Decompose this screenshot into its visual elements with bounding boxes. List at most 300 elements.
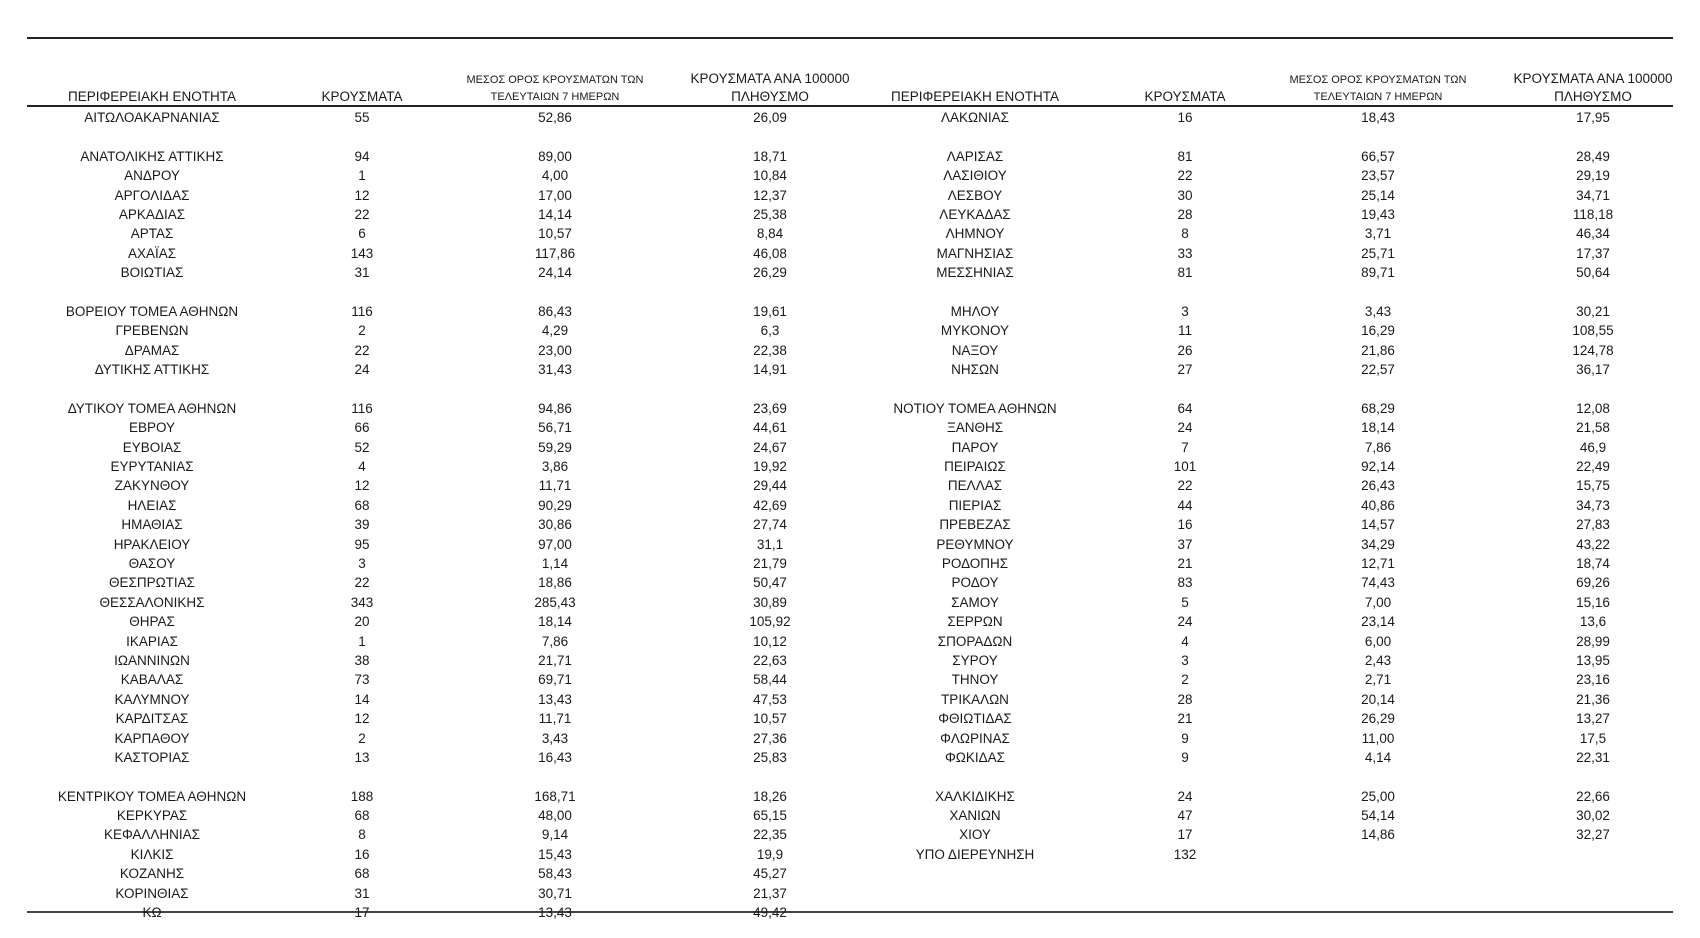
avg7-cell: 4,00	[541, 168, 569, 184]
table-row	[850, 632, 1673, 651]
per100k-cell: 28,49	[1576, 148, 1610, 164]
table-row	[27, 321, 850, 340]
avg7-cell: 92,14	[1361, 459, 1395, 475]
per100k-cell: 18,74	[1576, 555, 1610, 571]
avg7-cell: 25,71	[1361, 245, 1395, 261]
table-row	[850, 263, 1673, 282]
region-name-cell: ΣΥΡΟΥ	[952, 652, 998, 668]
region-name-cell: ΘΕΣΣΑΛΟΝΙΚΗΣ	[99, 594, 205, 610]
avg7-cell: 17,00	[538, 187, 572, 203]
avg7-cell: 7,86	[541, 633, 569, 649]
table-row	[27, 244, 850, 263]
cases-cell: 7	[1181, 439, 1189, 455]
cases-cell: 39	[354, 517, 370, 533]
cases-cell: 343	[350, 594, 374, 610]
region-name-cell: ΝΗΣΩΝ	[951, 362, 999, 378]
avg7-cell: 11,71	[538, 478, 572, 494]
avg7-cell: 3,43	[1364, 303, 1392, 319]
region-name-cell: ΑΙΤΩΛΟΑΚΑΡΝΑΝΙΑΣ	[84, 110, 220, 125]
cases-cell: 81	[1177, 265, 1193, 281]
cases-cell: 8	[1181, 226, 1189, 242]
header-avg7-line1: ΜΕΣΟΣ ΟΡΟΣ ΚΡΟΥΣΜΑΤΩΝ ΤΩΝ	[1289, 74, 1467, 86]
avg7-cell: 13,43	[538, 691, 572, 707]
per100k-cell: 19,92	[753, 459, 787, 475]
per100k-cell: 25,83	[753, 749, 787, 765]
per100k-cell: 26,29	[753, 265, 787, 281]
table-row	[850, 845, 1673, 864]
table-row	[27, 166, 850, 185]
region-name-cell: ΔΡΑΜΑΣ	[124, 342, 180, 358]
per100k-cell: 42,69	[753, 497, 787, 513]
region-name-cell: ΑΝΔΡΟΥ	[124, 168, 180, 184]
header-region: ΠΕΡΙΦΕΡΕΙΑΚΗ ΕΝΟΤΗΤΑ	[890, 89, 1060, 104]
per100k-cell: 49,42	[753, 905, 787, 921]
cases-cell: 24	[354, 362, 370, 378]
per100k-cell: 47,53	[753, 691, 787, 707]
region-name-cell: ΧΑΛΚΙΔΙΚΗΣ	[935, 788, 1015, 804]
cases-cell: 3	[1181, 652, 1189, 668]
per100k-cell: 34,71	[1576, 187, 1610, 203]
table-row	[27, 884, 850, 903]
region-name-cell: ΜΗΛΟΥ	[950, 303, 1000, 319]
region-name-cell: ΧΑΝΙΩΝ	[949, 808, 1001, 824]
avg7-cell: 89,71	[1361, 265, 1395, 281]
table-row	[850, 321, 1673, 340]
per100k-cell: 30,21	[1576, 303, 1610, 319]
table-row	[850, 825, 1673, 844]
cases-cell: 17	[354, 905, 370, 921]
region-name-cell: ΚΑΛΥΜΝΟΥ	[114, 691, 190, 707]
region-name-cell: ΘΗΡΑΣ	[129, 614, 175, 630]
table-row	[850, 341, 1673, 360]
region-name-cell: ΑΡΤΑΣ	[130, 226, 174, 242]
per100k-cell: 65,15	[753, 808, 787, 824]
table-row	[27, 341, 850, 360]
per100k-cell: 22,35	[753, 827, 787, 843]
group-spacer	[27, 283, 850, 302]
group-spacer	[850, 283, 1673, 302]
table-row	[850, 108, 1673, 127]
cases-cell: 24	[1177, 420, 1193, 436]
region-name-cell: ΠΕΙΡΑΙΩΣ	[944, 459, 1006, 475]
per100k-cell: 10,57	[753, 711, 787, 727]
avg7-cell: 168,71	[534, 788, 576, 804]
region-name-cell: ΦΩΚΙΔΑΣ	[945, 749, 1005, 765]
per100k-cell: 12,37	[753, 187, 787, 203]
table-row	[850, 244, 1673, 263]
avg7-cell: 52,86	[538, 110, 572, 125]
region-name-cell: ΠΙΕΡΙΑΣ	[948, 497, 1002, 513]
table-row	[27, 263, 850, 282]
avg7-cell: 56,71	[538, 420, 572, 436]
cases-cell: 8	[358, 827, 366, 843]
group-spacer	[27, 127, 850, 146]
avg7-cell: 3,86	[541, 459, 569, 475]
table-row	[850, 729, 1673, 748]
table-row	[850, 457, 1673, 476]
region-name-cell: ΙΩΑΝΝΙΝΩΝ	[114, 652, 190, 668]
avg7-cell: 97,00	[538, 536, 572, 552]
per100k-cell: 50,64	[1576, 265, 1610, 281]
table-row	[27, 205, 850, 224]
region-name-cell: ΠΕΛΛΑΣ	[947, 478, 1003, 494]
cases-cell: 68	[354, 866, 370, 882]
per100k-cell: 30,89	[753, 594, 787, 610]
cases-cell: 12	[354, 187, 370, 203]
per100k-cell: 22,38	[753, 342, 787, 358]
avg7-cell: 11,00	[1361, 730, 1395, 746]
region-name-cell: ΒΟΙΩΤΙΑΣ	[120, 265, 184, 281]
per100k-cell: 36,17	[1576, 362, 1610, 378]
per100k-cell: 118,18	[1572, 206, 1614, 222]
per100k-cell: 27,83	[1576, 517, 1610, 533]
cases-cell: 28	[1177, 206, 1193, 222]
region-name-cell: ΛΑΚΩΝΙΑΣ	[941, 110, 1009, 125]
cases-cell: 116	[351, 400, 373, 416]
avg7-cell: 11,71	[538, 711, 572, 727]
region-name-cell: ΛΑΡΙΣΑΣ	[946, 148, 1004, 164]
per100k-cell: 10,84	[753, 168, 787, 184]
cases-cell: 3	[358, 555, 366, 571]
region-name-cell: ΕΥΒΟΙΑΣ	[122, 439, 182, 455]
avg7-cell: 90,29	[538, 497, 572, 513]
cases-cell: 47	[1177, 808, 1193, 824]
header-per100k-line1: ΚΡΟΥΣΜΑΤΑ ΑΝΑ 100000	[1513, 71, 1673, 86]
avg7-cell: 285,43	[534, 594, 576, 610]
region-name-cell: ΞΑΝΘΗΣ	[946, 420, 1004, 436]
region-name-cell: ΛΕΥΚΑΔΑΣ	[939, 206, 1011, 222]
cases-cell: 38	[354, 652, 370, 668]
region-name-cell: ΖΑΚΥΝΘΟΥ	[114, 478, 190, 494]
cases-cell: 17	[1177, 827, 1193, 843]
table-row	[27, 496, 850, 515]
avg7-cell: 30,86	[538, 517, 572, 533]
table-row	[27, 593, 850, 612]
per100k-cell: 32,27	[1576, 827, 1610, 843]
table-row	[850, 651, 1673, 670]
per100k-cell: 13,27	[1576, 711, 1610, 727]
cases-cell: 95	[354, 536, 370, 552]
per100k-cell: 8,84	[756, 226, 784, 242]
per100k-cell: 15,75	[1576, 478, 1610, 494]
cases-cell: 5	[1181, 594, 1189, 610]
cases-cell: 22	[1177, 168, 1193, 184]
region-name-cell: ΚΟΡΙΝΘΙΑΣ	[115, 885, 189, 901]
table-row	[27, 418, 850, 437]
per100k-cell: 22,49	[1576, 459, 1610, 475]
per100k-cell: 124,78	[1572, 342, 1614, 358]
region-name-cell: ΕΒΡΟΥ	[128, 420, 176, 436]
avg7-cell: 21,86	[1361, 342, 1395, 358]
avg7-cell: 1,14	[541, 555, 569, 571]
region-name-cell: ΚΑΒΑΛΑΣ	[120, 672, 184, 688]
per100k-cell: 21,79	[753, 555, 787, 571]
avg7-cell: 48,00	[538, 808, 572, 824]
cases-cell: 2	[358, 323, 366, 339]
right-table-body	[850, 108, 1673, 864]
cases-cell: 16	[1177, 110, 1193, 125]
region-name-cell: ΚΑΡΔΙΤΣΑΣ	[115, 711, 189, 727]
per100k-cell: 46,9	[1579, 439, 1607, 455]
table-row	[850, 690, 1673, 709]
per100k-cell: 46,34	[1576, 226, 1610, 242]
table-row	[27, 632, 850, 651]
table-row	[27, 186, 850, 205]
avg7-cell: 16,43	[538, 749, 572, 765]
avg7-cell: 23,00	[538, 342, 572, 358]
region-name-cell: ΛΕΣΒΟΥ	[947, 187, 1003, 203]
header-avg7	[445, 72, 665, 106]
region-name-cell: ΡΟΔΟΠΗΣ	[941, 555, 1009, 571]
right-table	[850, 0, 1673, 938]
region-name-cell: ΘΑΣΟΥ	[128, 555, 176, 571]
per100k-cell: 31,1	[756, 536, 784, 552]
cases-cell: 24	[1177, 614, 1193, 630]
table-row	[850, 709, 1673, 728]
cases-cell: 73	[354, 672, 370, 688]
per100k-cell: 21,36	[1576, 691, 1610, 707]
region-name-cell: ΚΕΦΑΛΛΗΝΙΑΣ	[103, 827, 201, 843]
avg7-cell: 16,29	[1361, 323, 1395, 339]
region-name-cell: ΡΕΘΥΜΝΟΥ	[936, 536, 1014, 552]
cases-cell: 52	[354, 439, 370, 455]
table-row	[27, 864, 850, 883]
per100k-cell: 19,9	[756, 846, 784, 862]
cases-cell: 116	[351, 303, 373, 319]
region-name-cell: ΚΟΖΑΝΗΣ	[119, 866, 185, 882]
header-per100k-line2: ΠΛΗΘΥΣΜΟ	[1554, 89, 1632, 104]
region-name-cell: ΡΟΔΟΥ	[951, 575, 999, 591]
per100k-cell: 21,58	[1576, 420, 1610, 436]
region-name-cell: ΧΙΟΥ	[959, 827, 991, 843]
cases-cell: 13	[354, 749, 370, 765]
per100k-cell: 21,37	[753, 885, 787, 901]
table-row	[27, 709, 850, 728]
region-name-cell: ΤΡΙΚΑΛΩΝ	[941, 691, 1009, 707]
avg7-cell: 69,71	[538, 672, 572, 688]
region-name-cell: ΜΑΓΝΗΣΙΑΣ	[936, 245, 1014, 261]
table-row	[27, 515, 850, 534]
cases-cell: 31	[354, 265, 370, 281]
table-row	[850, 496, 1673, 515]
region-name-cell: ΣΑΜΟΥ	[951, 594, 999, 610]
group-spacer	[850, 127, 1673, 146]
table-row	[27, 108, 850, 127]
per100k-cell: 34,73	[1576, 497, 1610, 513]
table-row	[850, 593, 1673, 612]
avg7-cell: 25,14	[1361, 187, 1395, 203]
cases-cell: 94	[354, 148, 370, 164]
table-row	[27, 729, 850, 748]
region-name-cell: ΑΝΑΤΟΛΙΚΗΣ ΑΤΤΙΚΗΣ	[80, 148, 224, 164]
table-row	[27, 612, 850, 631]
table-row	[27, 806, 850, 825]
region-name-cell: ΜΥΚΟΝΟΥ	[940, 323, 1010, 339]
per100k-cell: 23,16	[1576, 672, 1610, 688]
per100k-cell: 6,3	[760, 323, 780, 339]
table-row	[27, 573, 850, 592]
table-row	[27, 224, 850, 243]
region-name-cell: ΑΧΑΪΑΣ	[127, 245, 177, 261]
per100k-cell: 25,38	[753, 206, 787, 222]
region-name-cell: ΙΚΑΡΙΑΣ	[126, 633, 178, 649]
cases-cell: 68	[354, 497, 370, 513]
table-row	[850, 224, 1673, 243]
avg7-cell: 59,29	[538, 439, 572, 455]
avg7-cell: 4,29	[541, 323, 569, 339]
region-name-cell: ΦΛΩΡΙΝΑΣ	[940, 730, 1010, 746]
cases-cell: 31	[354, 885, 370, 901]
per100k-cell: 44,61	[753, 420, 787, 436]
table-row	[27, 399, 850, 418]
table-row	[27, 554, 850, 573]
table-row	[850, 554, 1673, 573]
region-name-cell: ΑΡΓΟΛΙΔΑΣ	[114, 187, 190, 203]
avg7-cell: 18,86	[538, 575, 572, 591]
table-row	[850, 166, 1673, 185]
avg7-cell: 22,57	[1361, 362, 1395, 378]
avg7-cell: 54,14	[1361, 808, 1395, 824]
table-row	[27, 302, 850, 321]
header-per100k-line2: ΠΛΗΘΥΣΜΟ	[731, 89, 809, 104]
table-row	[850, 515, 1673, 534]
avg7-cell: 25,00	[1361, 788, 1395, 804]
cases-cell: 4	[358, 459, 366, 475]
region-name-cell: ΕΥΡΥΤΑΝΙΑΣ	[110, 459, 194, 475]
cases-cell: 44	[1177, 497, 1193, 513]
region-name-cell: ΔΥΤΙΚΗΣ ΑΤΤΙΚΗΣ	[94, 362, 210, 378]
region-name-cell: ΗΡΑΚΛΕΙΟΥ	[113, 536, 191, 552]
per100k-cell: 23,69	[753, 400, 787, 416]
per100k-cell: 15,16	[1576, 594, 1610, 610]
cases-cell: 37	[1177, 536, 1193, 552]
avg7-cell: 14,14	[538, 206, 572, 222]
avg7-cell: 26,29	[1361, 711, 1395, 727]
table-row	[27, 651, 850, 670]
avg7-cell: 3,43	[541, 730, 569, 746]
avg7-cell: 7,86	[1364, 439, 1392, 455]
per100k-cell: 26,09	[753, 110, 787, 125]
region-name-cell: ΝΟΤΙΟΥ ΤΟΜΕΑ ΑΘΗΝΩΝ	[893, 400, 1057, 416]
region-name-cell: ΔΥΤΙΚΟΥ ΤΟΜΕΑ ΑΘΗΝΩΝ	[67, 400, 237, 416]
avg7-cell: 24,14	[538, 265, 572, 281]
avg7-cell: 14,86	[1361, 827, 1395, 843]
header-cases: ΚΡΟΥΣΜΑΤΑ	[1144, 89, 1226, 104]
region-name-cell: ΘΕΣΠΡΩΤΙΑΣ	[108, 575, 196, 591]
avg7-cell: 3,71	[1364, 226, 1392, 242]
avg7-cell: 15,43	[538, 846, 572, 862]
avg7-cell: 23,14	[1361, 614, 1395, 630]
cases-cell: 12	[354, 478, 370, 494]
per100k-cell: 24,67	[753, 439, 787, 455]
per100k-cell: 50,47	[753, 575, 787, 591]
per100k-cell: 18,71	[753, 148, 787, 164]
table-row	[27, 825, 850, 844]
avg7-cell: 58,43	[538, 866, 572, 882]
region-name-cell: ΣΕΡΡΩΝ	[947, 614, 1003, 630]
table-row	[850, 535, 1673, 554]
avg7-cell: 10,57	[538, 226, 572, 242]
table-row	[27, 147, 850, 166]
header-per100k	[1488, 70, 1698, 106]
cases-cell: 143	[350, 245, 374, 261]
cases-cell: 21	[1177, 711, 1193, 727]
avg7-cell: 31,43	[538, 362, 572, 378]
per100k-cell: 13,6	[1579, 614, 1607, 630]
avg7-cell: 18,14	[538, 614, 572, 630]
region-name-cell: ΛΗΜΝΟΥ	[945, 226, 1005, 242]
cases-cell: 1	[358, 633, 366, 649]
cases-cell: 16	[1177, 517, 1193, 533]
avg7-cell: 14,57	[1361, 517, 1395, 533]
per100k-cell: 17,5	[1579, 730, 1607, 746]
region-name-cell: ΤΗΝΟΥ	[951, 672, 999, 688]
cases-cell: 2	[1181, 672, 1189, 688]
table-row	[850, 573, 1673, 592]
cases-cell: 12	[354, 711, 370, 727]
avg7-cell: 23,57	[1361, 168, 1395, 184]
per100k-cell: 29,19	[1576, 168, 1610, 184]
cases-cell: 28	[1177, 691, 1193, 707]
header-avg7-line2: ΤΕΛΕΥΤΑΙΩΝ 7 ΗΜΕΡΩΝ	[1313, 91, 1443, 103]
avg7-cell: 66,57	[1361, 148, 1395, 164]
header-avg7-line1: ΜΕΣΟΣ ΟΡΟΣ ΚΡΟΥΣΜΑΤΩΝ ΤΩΝ	[466, 74, 644, 86]
cases-cell: 33	[1177, 245, 1193, 261]
per100k-cell: 19,61	[753, 303, 787, 319]
per100k-cell: 14,91	[753, 362, 787, 378]
cases-cell: 4	[1181, 633, 1189, 649]
header-per100k-line1: ΚΡΟΥΣΜΑΤΑ ΑΝΑ 100000	[690, 71, 850, 86]
region-name-cell: ΚΑΡΠΑΘΟΥ	[114, 730, 190, 746]
per100k-cell: 22,63	[753, 652, 787, 668]
table-row	[27, 690, 850, 709]
cases-cell: 188	[350, 788, 374, 804]
region-name-cell: ΚΑΣΤΟΡΙΑΣ	[114, 749, 190, 765]
avg7-cell: 40,86	[1361, 497, 1395, 513]
cases-cell: 3	[1181, 303, 1189, 319]
avg7-cell: 4,14	[1364, 749, 1392, 765]
header-per100k	[665, 70, 875, 106]
table-row	[850, 147, 1673, 166]
table-row	[27, 535, 850, 554]
region-name-cell: ΓΡΕΒΕΝΩΝ	[115, 323, 189, 339]
table-row	[850, 302, 1673, 321]
avg7-cell: 19,43	[1361, 206, 1395, 222]
per100k-cell: 58,44	[753, 672, 787, 688]
cases-cell: 64	[1177, 400, 1193, 416]
table-row	[27, 845, 850, 864]
cases-cell: 27	[1177, 362, 1193, 378]
table-row	[27, 748, 850, 767]
avg7-cell: 13,43	[538, 905, 572, 921]
group-spacer	[27, 379, 850, 398]
cases-cell: 55	[354, 110, 370, 125]
cases-cell: 81	[1177, 148, 1193, 164]
table-row	[27, 476, 850, 495]
table-row	[27, 787, 850, 806]
avg7-cell: 34,29	[1361, 536, 1395, 552]
cases-cell: 68	[354, 808, 370, 824]
per100k-cell: 10,12	[753, 633, 787, 649]
left-table-body	[27, 108, 850, 922]
per100k-cell: 12,08	[1576, 400, 1610, 416]
avg7-cell: 6,00	[1364, 633, 1392, 649]
table-row	[850, 205, 1673, 224]
per100k-cell: 43,22	[1576, 536, 1610, 552]
cases-cell: 22	[354, 575, 370, 591]
cases-cell: 14	[354, 691, 370, 707]
table-row	[27, 438, 850, 457]
